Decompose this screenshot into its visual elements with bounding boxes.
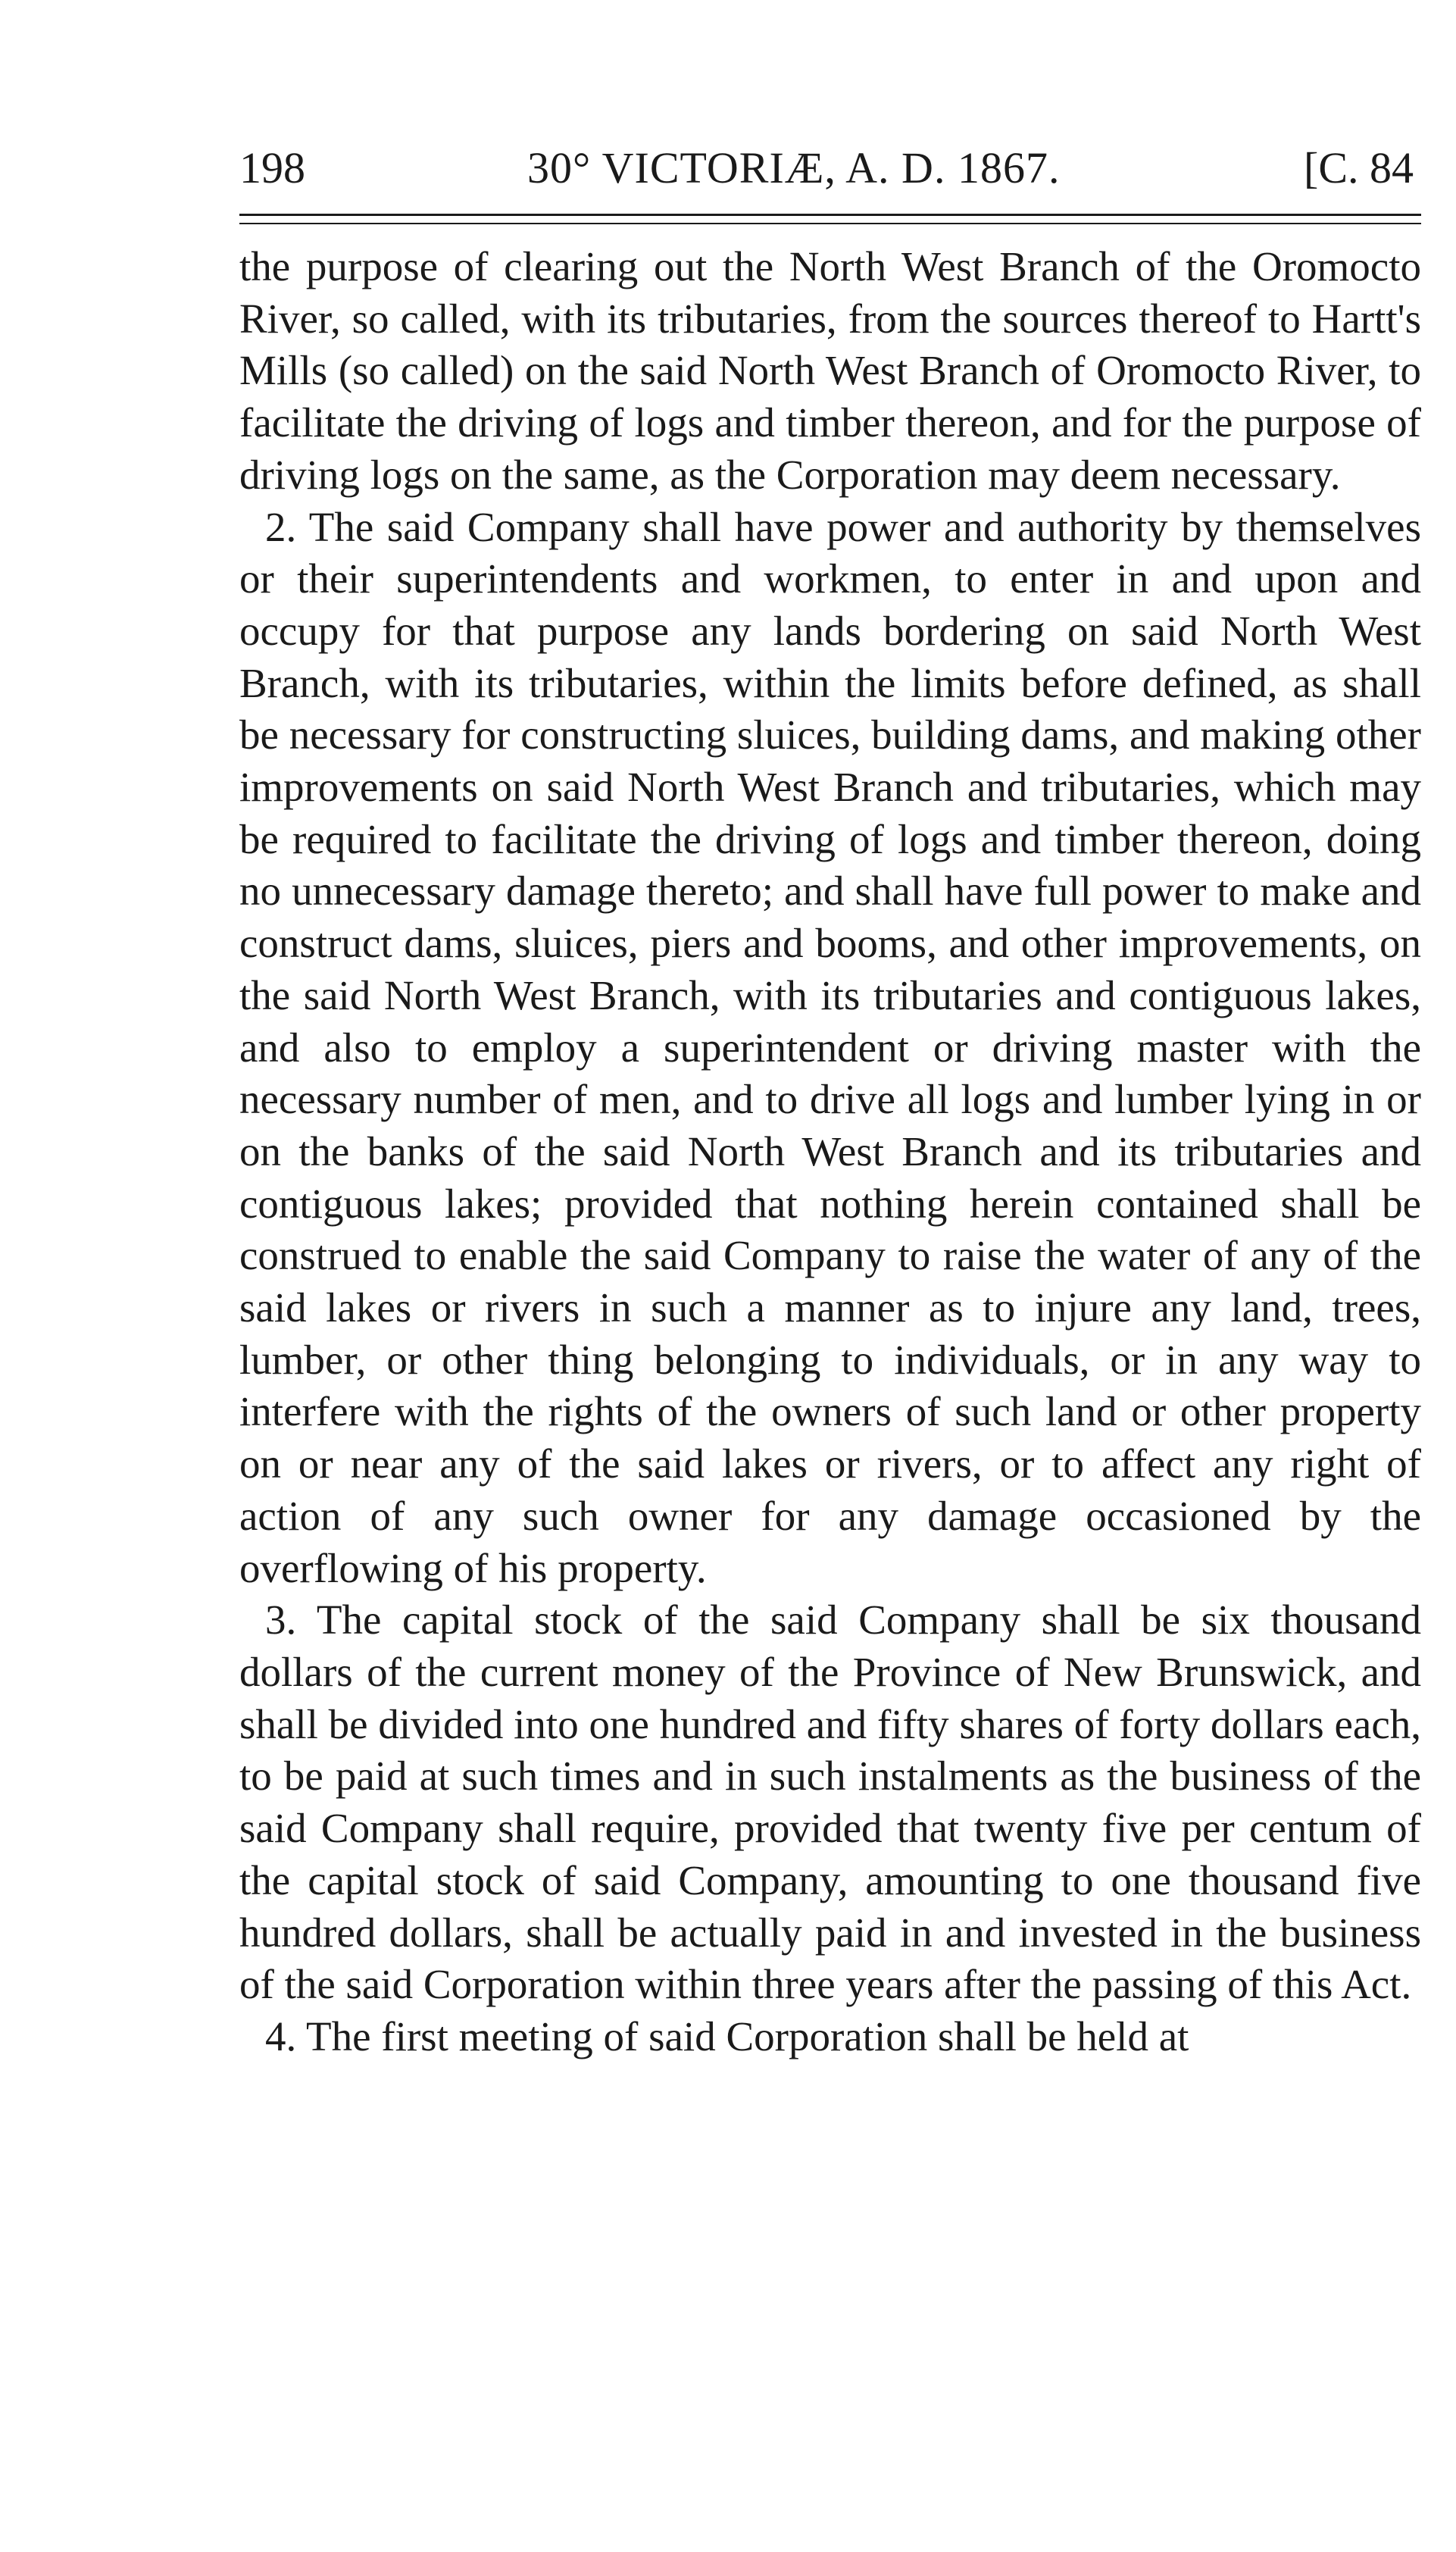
paragraph-continuation [239, 241, 1421, 502]
section-3 [239, 1594, 1421, 2011]
paragraph-text: The capital stock of the said Company shall be six thousand dollars of the current money of the Province of New Brunswick, and shall be divided into one hundred and fifty shares of forty dollars each, to be paid at such times and in such instalments as the business of the said Company shall require, provided that twenty five per centum of the capital stock of said Company, amounting to one thousand five hundred dollars, shall be actually paid in and invested in the business of the said Corporation within three years after the passing of this Act. [239, 1597, 1421, 2008]
paragraph-text: The said Company shall have power and authority by themselves or their superintendents and workmen, to enter in and upon and occupy for that purpose any lands bordering on said North West Branch, with its tributaries, within the limits before defined, as shall be necessary for constructing sluices, building dams, and making other improvements on said North West Branch and tributaries, which may be required to facilitate the driving of logs and timber thereon, doing no unnecessary damage thereto; and shall have full power to make and construct dams, sluices, piers and booms, and other improvements, on the said North West Branch, with its tributaries and contiguous lakes, and also to employ a superintendent or driving master with the necessary number of men, and to drive all logs and lumber lying in or on the banks of the said North West Branch and its tributaries and contiguous lakes; provided that nothing herein contained shall be construed to enable the said Company to raise the water of any of the said lakes or rivers in such a manner as to injure any land, trees, lumber, or other thing belonging to individuals, or in any way to interfere with the rights of the owners of such land or other property on or near any of the said lakes or rivers, or to affect any right of action of any such owner for any damage occasioned by the overflowing of his property. [239, 503, 1421, 1591]
page-number: 198 [239, 143, 305, 192]
section-4 [239, 2011, 1421, 2063]
paragraph-text: The first meeting of said Corporation shall be held at [306, 2013, 1189, 2059]
page-header [239, 138, 1421, 199]
header-rule-bottom [239, 223, 1421, 224]
section-number: 2. [265, 503, 297, 550]
header-rule-top [239, 214, 1421, 216]
paragraph-text: the purpose of clearing out the North West Branch of the Oromocto River, so called, with its tributaries, from the sources thereof to Hartt's Mills (so called) on the said North West Branch of Oromocto River, to facilitate the driving of logs and timber thereon, and for the purpose of driving logs on the same, as the Corporation may deem necessary. [239, 243, 1421, 498]
chapter-reference: [C. 84 [1304, 143, 1414, 192]
running-title: 30° VICTORIÆ, A. D. 1867. [527, 143, 1061, 192]
section-number: 4. [265, 2013, 297, 2059]
section-2 [239, 502, 1421, 1595]
body-text [239, 241, 1421, 2063]
section-number: 3. [265, 1597, 297, 1643]
